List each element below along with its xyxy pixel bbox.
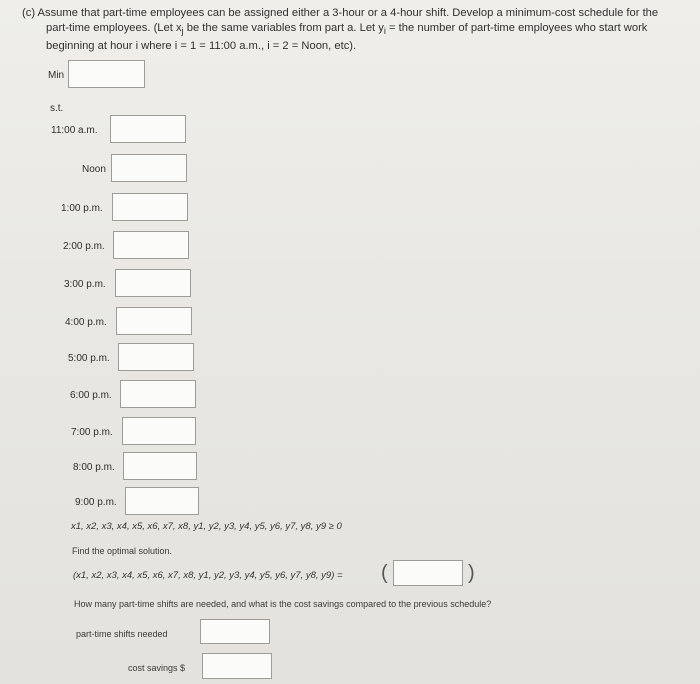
constraint-label-3pm: 3:00 p.m. [64, 279, 106, 290]
constraint-label-8pm: 8:00 p.m. [73, 462, 115, 473]
solution-input[interactable] [393, 560, 463, 586]
open-paren: ( [381, 562, 388, 584]
constraint-input-3pm[interactable] [115, 269, 191, 297]
solution-tuple-label: (x1, x2, x3, x4, x5, x6, x7, x8, y1, y2, y3, y4, y5, y6, y7, y8, y9) = [73, 570, 343, 581]
constraint-label-noon: Noon [82, 164, 106, 175]
constraint-label-7pm: 7:00 p.m. [71, 427, 113, 438]
constraint-input-noon[interactable] [111, 154, 187, 182]
nonnegativity-constraint: x1, x2, x3, x4, x5, x6, x7, x8, y1, y2, y3, y4, y5, y6, y7, y8, y9 ≥ 0 [71, 521, 342, 532]
constraint-label-11am: 11:00 a.m. [51, 125, 98, 136]
min-label: Min [48, 70, 65, 81]
cost-savings-label: cost savings $ [128, 663, 186, 673]
constraint-input-7pm[interactable] [122, 417, 196, 445]
find-solution-prompt: Find the optimal solution. [72, 546, 173, 556]
problem-line-1: (c) Assume that part-time employees can be assigned either a 3-hour or a 4-hour shift. Develop a minimum-cost schedule for the [22, 7, 659, 19]
close-paren: ) [468, 562, 475, 584]
problem-line-2: part-time employees. (Let $x_j$ be the same variables from part a. Let $y_i$ = the number of part-time employees who start work [46, 22, 648, 37]
constraint-label-4pm: 4:00 p.m. [65, 317, 107, 328]
shifts-needed-label: part-time shifts needed [76, 629, 168, 639]
constraint-input-1pm[interactable] [112, 193, 188, 221]
shifts-needed-input[interactable] [200, 619, 270, 644]
constraint-label-2pm: 2:00 p.m. [63, 241, 105, 252]
constraint-input-4pm[interactable] [116, 307, 192, 335]
constraint-label-1pm: 1:00 p.m. [61, 203, 103, 214]
constraint-input-2pm[interactable] [113, 231, 189, 259]
constraint-input-9pm[interactable] [125, 487, 199, 515]
followup-question: How many part-time shifts are needed, and what is the cost savings compared to the previous schedule? [74, 599, 492, 609]
problem-statement [22, 6, 692, 54]
constraint-input-5pm[interactable] [118, 343, 194, 371]
constraint-label-9pm: 9:00 p.m. [75, 497, 117, 508]
cost-savings-input[interactable] [202, 653, 272, 679]
constraint-input-6pm[interactable] [120, 380, 196, 408]
constraint-label-5pm: 5:00 p.m. [68, 353, 110, 364]
objective-input[interactable] [68, 60, 145, 88]
constraint-input-11am[interactable] [110, 115, 186, 143]
constraint-input-8pm[interactable] [123, 452, 197, 480]
constraint-label-6pm: 6:00 p.m. [70, 390, 112, 401]
st-label: s.t. [50, 103, 64, 114]
problem-line-3: beginning at hour i where i = 1 = 11:00 a.m., i = 2 = Noon, etc). [46, 40, 357, 53]
